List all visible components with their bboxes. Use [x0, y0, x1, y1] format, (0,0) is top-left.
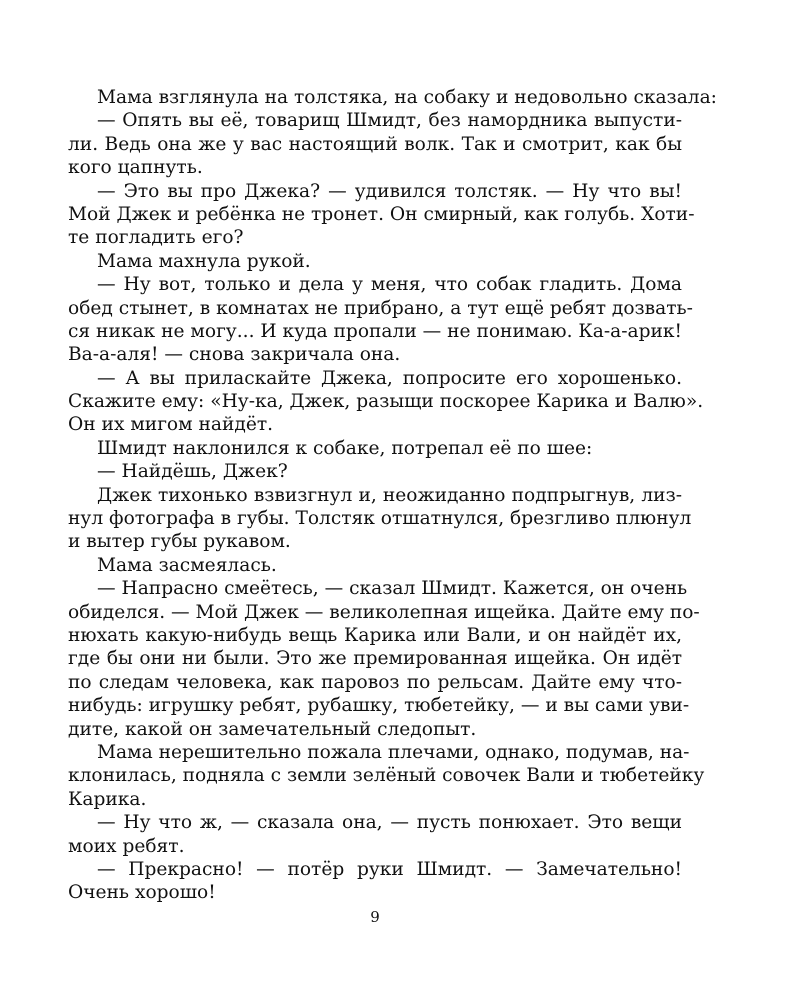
text-line: Джек тихонько взвизгнул и, неожиданно подпрыгнув, лиз- — [97, 484, 682, 506]
text-line: — Найдёшь, Джек? — [97, 461, 288, 483]
text-line: Очень хорошо! — [68, 882, 216, 904]
page-body — [68, 86, 717, 905]
text-line: Мама нерешительно пожала плечами, однако, подумав, на- — [97, 741, 690, 763]
text-line: Шмидт наклонился к собаке, потрепал её по шее: — [97, 437, 593, 459]
text-line: Мама взглянула на толстяка, на собаку и недовольно сказала: — [97, 87, 717, 108]
text-line: те погладить его? — [68, 227, 244, 249]
text-line: нюхать какую-нибудь вещь Карика или Вали, и он найдёт их, — [68, 624, 682, 646]
text-line: Скажите ему: «Ну-ка, Джек, разыщи поскорее Карика и Валю». — [68, 391, 704, 413]
text-line: — А вы приласкайте Джека, попросите его хорошенько. — [97, 367, 682, 389]
text-line: — Это вы про Джека? — удивился толстяк. — Ну что вы! — [97, 180, 682, 202]
text-line: Ва-а-аля! — снова закричала она. — [68, 344, 401, 366]
text-line: — Прекрасно! — потёр руки Шмидт. — Замечательно! — [97, 858, 682, 880]
text-line: ли. Ведь она же у вас настоящий волк. Так и смотрит, как бы — [68, 133, 682, 155]
text-line: — Опять вы её, товарищ Шмидт, без намордника выпусти- — [97, 110, 682, 132]
page-number: 9 — [370, 908, 380, 926]
text-line: дите, какой он замечательный следопыт. — [68, 718, 477, 740]
text-line: Карика. — [68, 788, 147, 810]
text-line: Мой Джек и ребёнка не тронет. Он смирный, как голубь. Хоти- — [68, 203, 695, 225]
text-line: нул фотографа в губы. Толстяк отшатнулся, брезгливо плюнул — [68, 508, 692, 530]
text-line: Мама засмеялась. — [97, 554, 277, 576]
text-line: ся никак не могу... И куда пропали — не понимаю. Ка-а-арик! — [68, 320, 682, 342]
text-line: — Ну что ж, — сказала она, — пусть понюхает. Это вещи — [97, 812, 682, 834]
text-line: обиделся. — Мой Джек — великолепная ищейка. Дайте ему по- — [68, 601, 700, 623]
text-line: по следам человека, как паровоз по рельсам. Дайте ему что- — [68, 671, 682, 693]
text-line: — Напрасно смеётесь, — сказал Шмидт. Кажется, он очень — [97, 578, 688, 600]
text-line: — Ну вот, только и дела у меня, что собак гладить. Дома — [97, 274, 682, 296]
text-line: Мама махнула рукой. — [97, 250, 311, 272]
text-line: клонилась, подняла с земли зелёный совочек Вали и тюбетейку — [68, 765, 705, 787]
text-line: нибудь: игрушку ребят, рубашку, тюбетейку, — и вы сами уви- — [68, 695, 690, 717]
text-line: и вытер губы рукавом. — [68, 531, 291, 553]
text-line: кого цапнуть. — [68, 157, 203, 179]
text-line: где бы они ни были. Это же премированная ищейка. Он идёт — [68, 648, 682, 670]
text-line: обед стынет, в комнатах не прибрано, а тут ещё ребят дозвать- — [68, 297, 693, 319]
text-line: Он их мигом найдёт. — [68, 414, 274, 436]
text-line: моих ребят. — [68, 835, 185, 857]
